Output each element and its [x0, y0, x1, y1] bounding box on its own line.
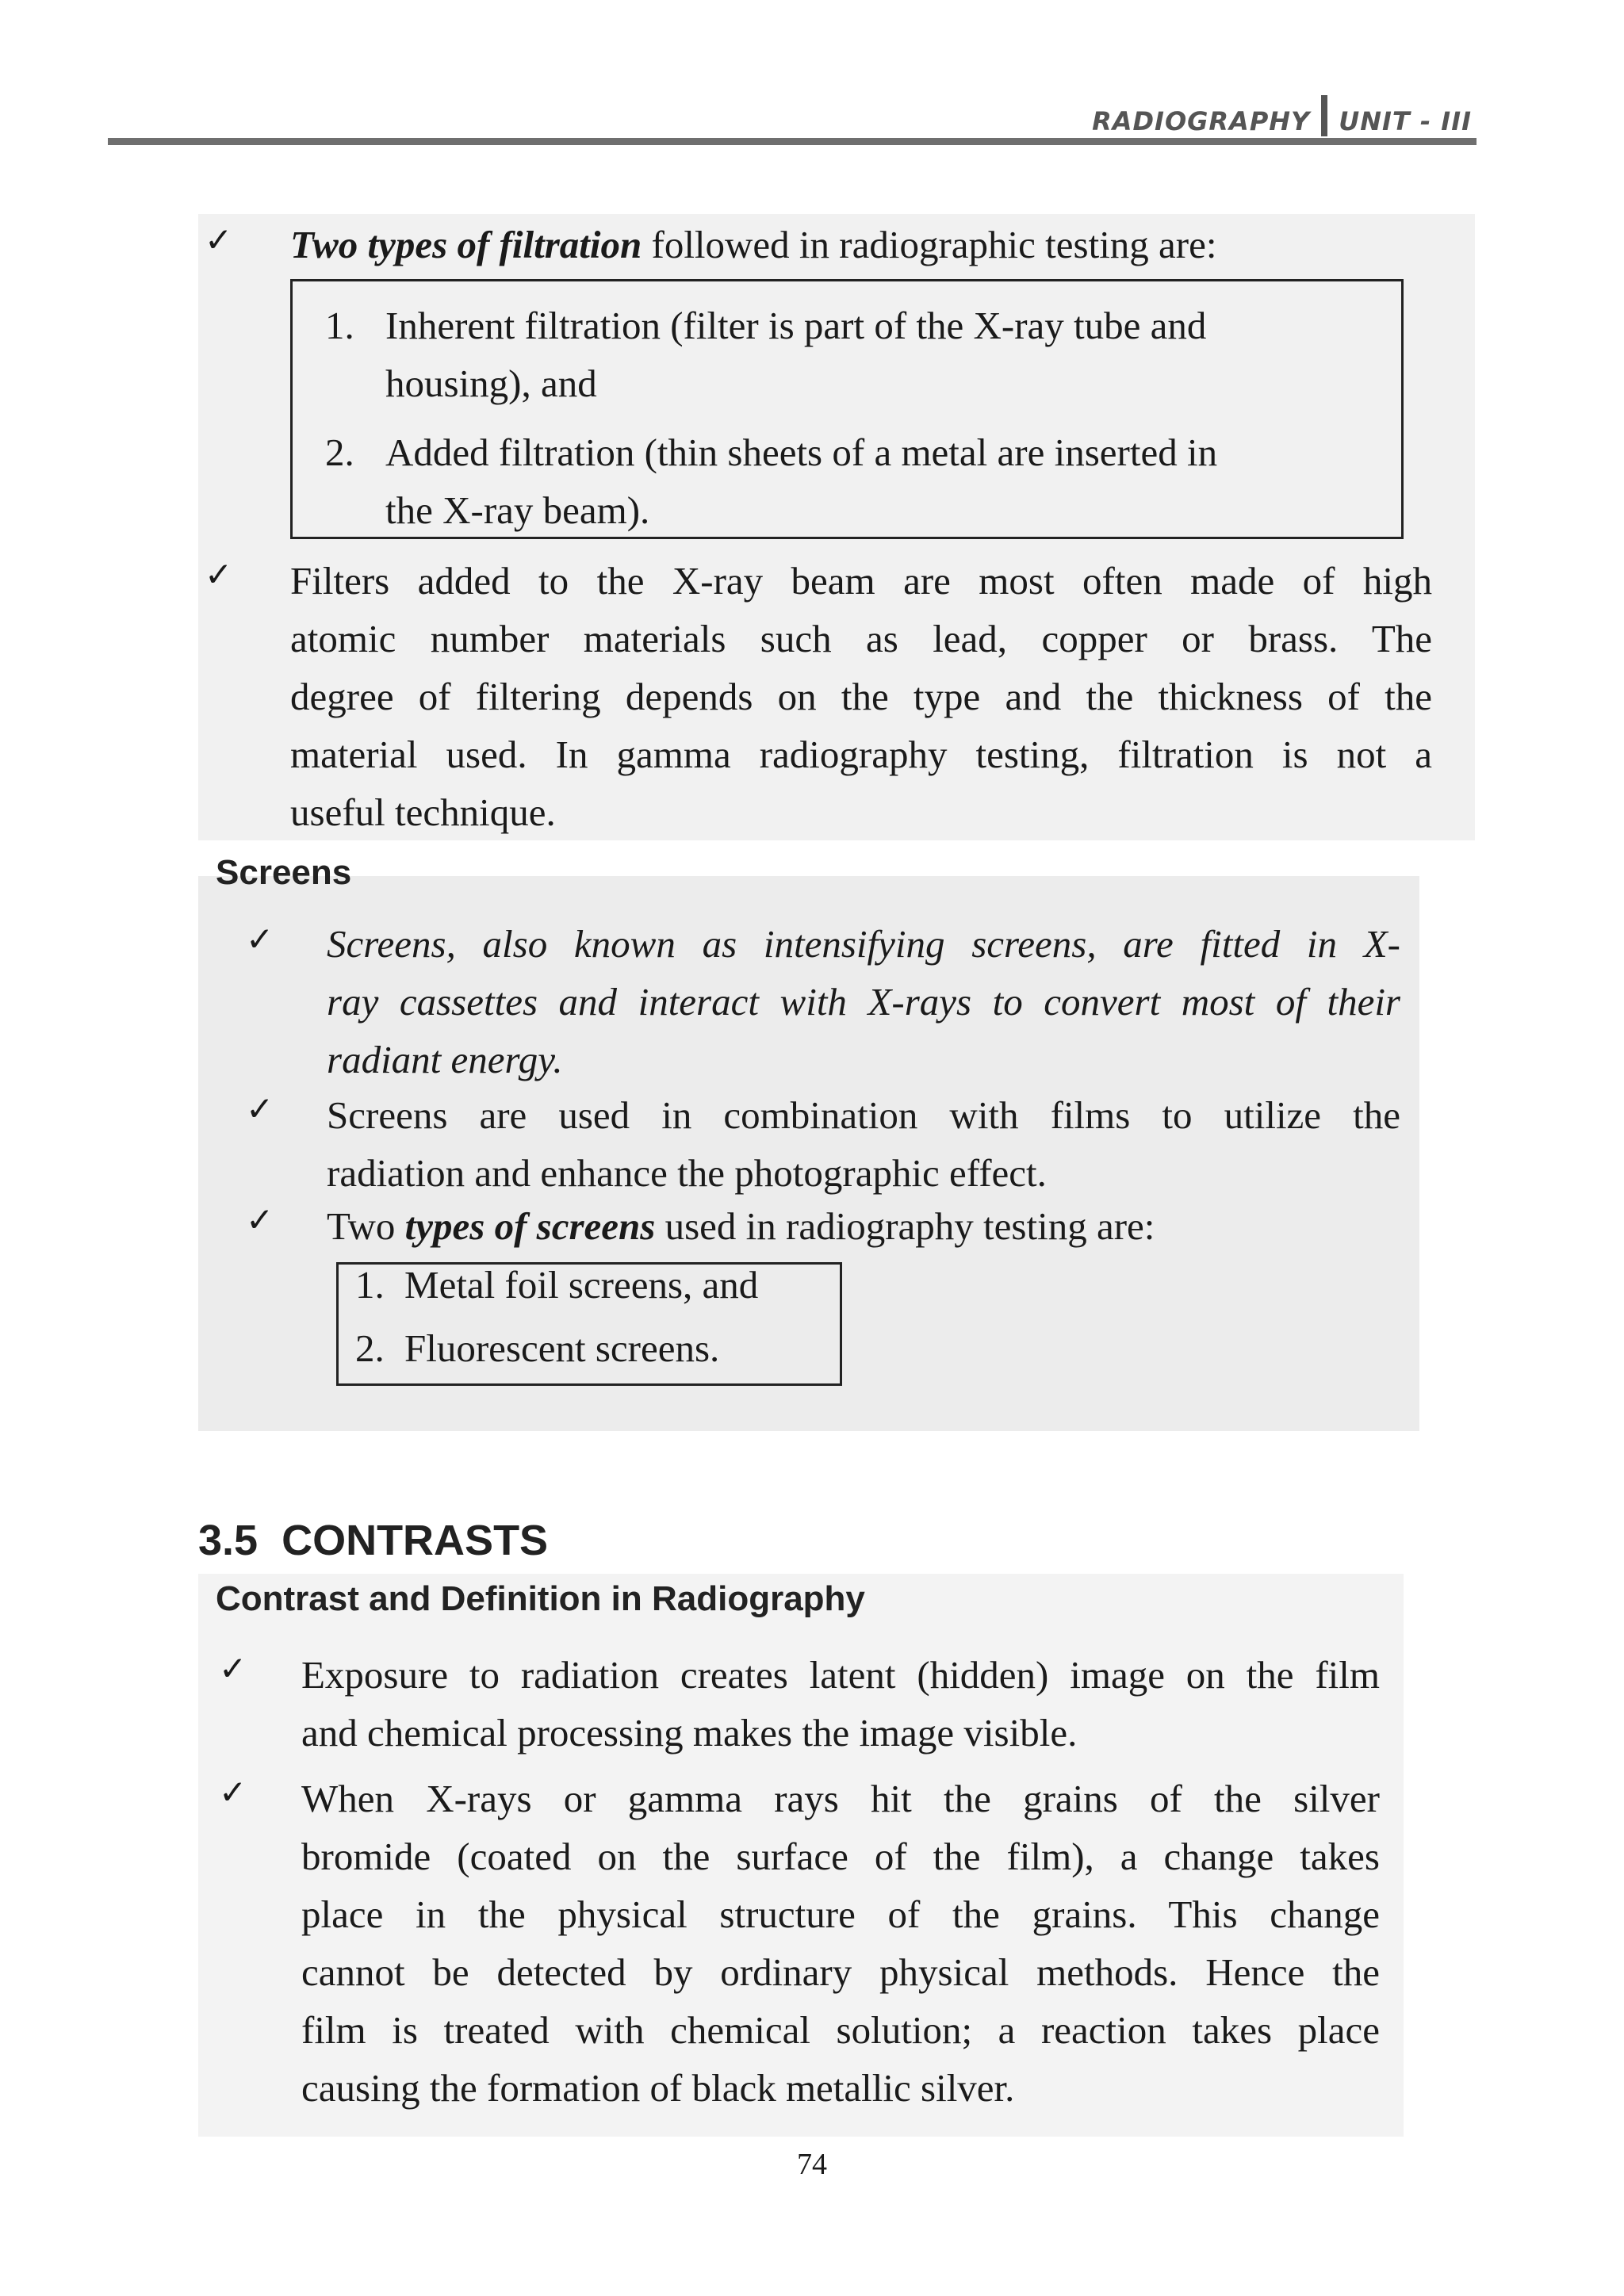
grains-paragraph	[301, 1770, 1380, 2117]
check-icon: ✓	[246, 1200, 274, 1239]
paragraph-line: When X-rays or gamma rays hit the grains of the silver	[301, 1777, 1380, 1820]
paragraph-line: bromide (coated on the surface of the film), a change takes	[301, 1835, 1380, 1878]
item-text: Metal foil screens, and	[404, 1263, 759, 1307]
paragraph-line: Screens, also known as intensifying screens, are fitted in X-	[327, 922, 1400, 966]
paragraph-line: radiation and enhance the photographic effect.	[327, 1151, 1047, 1195]
exposure-paragraph	[301, 1646, 1380, 1762]
header-separator	[1321, 95, 1327, 136]
types-pre: Two	[327, 1204, 405, 1248]
item-text-line: Inherent filtration (filter is part of the X-ray tube and	[385, 304, 1207, 347]
types-post: used in radiography testing are:	[655, 1204, 1155, 1248]
item-number: 2.	[325, 430, 354, 474]
screens-usage	[327, 1086, 1400, 1202]
filtration-intro-text: followed in radiographic testing are:	[642, 223, 1217, 266]
paragraph-line: and chemical processing makes the image visible.	[301, 1711, 1078, 1755]
header-unit: UNIT - III	[1339, 106, 1472, 136]
header-subject: RADIOGRAPHY	[1092, 106, 1311, 136]
header-rule	[108, 138, 1477, 145]
section-subtitle: Contrast and Definition in Radiography	[216, 1579, 865, 1618]
screens-definition	[327, 915, 1400, 1089]
check-icon: ✓	[246, 920, 274, 959]
screens-types-intro	[327, 1197, 1400, 1255]
check-icon: ✓	[219, 1649, 247, 1688]
paragraph-line: degree of filtering depends on the type and the thickness of the	[290, 675, 1432, 718]
paragraph-line: Screens are used in combination with films to utilize the	[327, 1093, 1400, 1137]
item-text-line: housing), and	[385, 362, 597, 405]
paragraph-line: atomic number materials such as lead, copper or brass. The	[290, 617, 1432, 660]
paragraph-line: causing the formation of black metallic silver.	[301, 2066, 1015, 2110]
paragraph-line: radiant energy.	[327, 1038, 563, 1081]
check-icon: ✓	[205, 555, 233, 594]
check-icon: ✓	[219, 1773, 247, 1812]
screens-heading: Screens	[216, 853, 352, 892]
section-title: 3.5 CONTRASTS	[198, 1517, 549, 1564]
filtration-intro-emphasis: Two types of filtration	[290, 223, 642, 266]
paragraph-line: Exposure to radiation creates latent (hidden) image on the film	[301, 1653, 1380, 1697]
item-text: Fluorescent screens.	[404, 1326, 720, 1370]
item-text-line: Added filtration (thin sheets of a metal are inserted in	[385, 430, 1218, 474]
paragraph-line: ray cassettes and interact with X-rays to convert most of their	[327, 980, 1400, 1024]
item-number: 2.	[355, 1326, 385, 1370]
paragraph-line: film is treated with chemical solution; a reaction takes place	[301, 2008, 1380, 2052]
item-number: 1.	[355, 1263, 385, 1307]
running-header	[1092, 95, 1472, 136]
paragraph-line: useful technique.	[290, 790, 556, 834]
paragraph-line: cannot be detected by ordinary physical methods. Hence the	[301, 1950, 1380, 1994]
item-number: 1.	[325, 304, 354, 347]
filters-paragraph	[290, 552, 1432, 841]
page-number: 74	[797, 2148, 827, 2181]
filtration-intro	[290, 216, 1464, 274]
check-icon: ✓	[205, 220, 233, 259]
item-text-line: the X-ray beam).	[385, 488, 650, 532]
check-icon: ✓	[246, 1089, 274, 1128]
paragraph-line: Filters added to the X-ray beam are most often made of high	[290, 559, 1432, 603]
paragraph-line: material used. In gamma radiography testing, filtration is not a	[290, 733, 1432, 776]
paragraph-line: place in the physical structure of the grains. This change	[301, 1892, 1380, 1936]
types-emphasis: types of screens	[404, 1204, 656, 1248]
